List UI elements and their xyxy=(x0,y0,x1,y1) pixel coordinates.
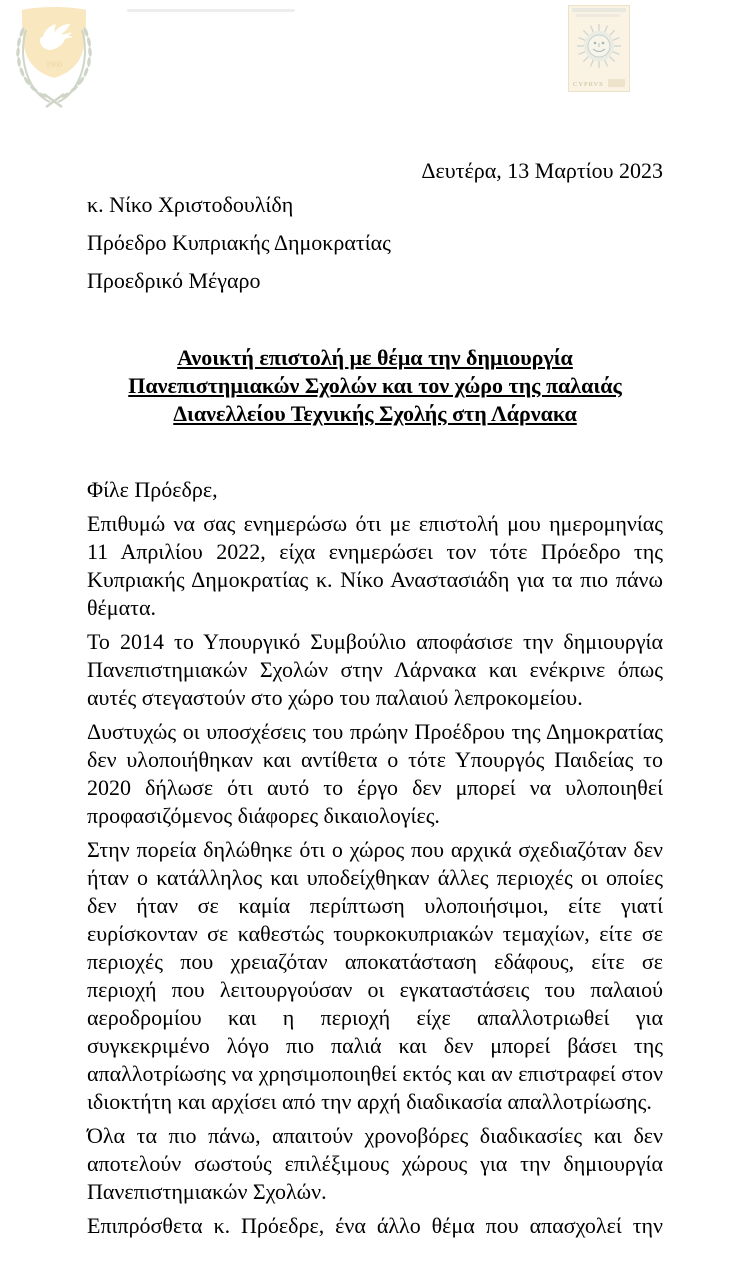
subject-line: Διανελλείου Τεχνικής Σχολής στη Λάρνακα xyxy=(173,401,577,426)
subject-line: Πανεπιστημιακών Σχολών και τον χώρο της παλαιάς xyxy=(128,373,622,398)
letter-paragraph: Επιθυμώ να σας ενημερώσω ότι με επιστολή μου ημερομηνίας 11 Απριλίου 2022, είχα ενημερώσει τον τότε Πρόεδρο της Κυπριακής Δημοκρατίας κ. Νίκο Αναστασιάδη για τα πιο πάνω θέματα. xyxy=(87,511,663,620)
recipient-address: Προεδρικό Μέγαρο xyxy=(87,268,261,293)
recipient-block xyxy=(87,186,663,300)
letter-subject xyxy=(87,344,663,428)
letter-paragraph: Δυστυχώς οι υποσχέσεις του πρώην Προέδρου της Δημοκρατίας δεν υλοποιήθηκαν και αντίθετα ο τότε Υπουργός Παιδείας το 2020 δήλωσε ότι αυτό το έργο δεν μπορεί να υλοποιηθεί προφασιζόμενος διάφορες δικαιολογίες. xyxy=(87,719,663,828)
stamp-caption: CYPRVS xyxy=(573,81,604,88)
emblem-year: 1960 xyxy=(46,60,62,69)
letter-paragraph: Επιπρόσθετα κ. Πρόεδρε, ένα άλλο θέμα που απασχολεί την xyxy=(87,1213,663,1238)
scan-artifact xyxy=(127,9,295,12)
letter-paragraph: Το 2014 το Υπουργικό Συμβούλιο αποφάσισε την δημιουργία Πανεπιστημιακών Σχολών στην Λάρνακα και ενέκρινε όπως αυτές στεγαστούν στο χώρο του παλαιού λεπροκομείου. xyxy=(87,629,663,710)
subject-line: Ανοικτή επιστολή με θέμα την δημιουργία xyxy=(177,345,573,370)
cyprus-stamp-icon xyxy=(568,5,630,92)
cyprus-coat-of-arms-icon xyxy=(6,4,102,108)
letter-paragraph: Στην πορεία δηλώθηκε ότι ο χώρος που αρχικά σχεδιαζόταν δεν ήταν ο κατάλληλος και υποδείχθηκαν άλλες περιοχές οι οποίες δεν ήταν σε καμία περίπτωση υλοποιήσιμοι, είτε γιατί ευρίσκονταν σε καθεστώς τουρκοκυπριακών τεμαχίων, είτε σε περιοχές που χρειαζόταν αποκατάσταση εδάφους, είτε σε περιοχή που λειτουργούσαν οι εγκαταστάσεις του παλαιού αεροδρομίου και η περιοχή είχε απαλλοτριωθεί για συγκεκριμένο λόγο πιο παλιά και δεν μπορεί βάσει της απαλλοτρίωσης να χρησιμοποιηθεί εκτός και αν επιστραφεί στον ιδιοκτήτη και αρχίσει από την αρχή διαδικασία απαλλοτρίωσης. xyxy=(87,837,663,1114)
letter-date: Δευτέρα, 13 Μαρτίου 2023 xyxy=(421,158,663,183)
salutation: Φίλε Πρόεδρε, xyxy=(87,477,218,502)
letter-paragraph: Όλα τα πιο πάνω, απαιτούν χρονοβόρες διαδικασίες και δεν αποτελούν σωστούς επιλέξιμους χώρους για την δημιουργία Πανεπιστημιακών Σχολών. xyxy=(87,1123,663,1204)
recipient-title: Πρόεδρο Κυπριακής Δημοκρατίας xyxy=(87,230,391,255)
recipient-name: κ. Νίκο Χριστοδουλίδη xyxy=(87,192,294,217)
